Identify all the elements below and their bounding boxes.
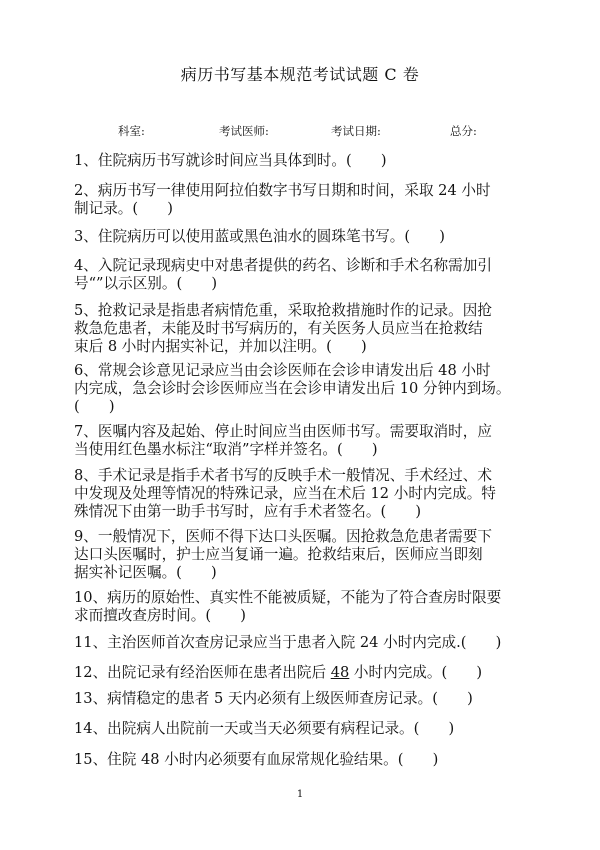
question-4 — [74, 257, 536, 293]
question-line: 束后 8 小时内据实补记，并加以注明。( ) — [74, 338, 367, 355]
question-line: 14、出院病人出院前一天或当天必须要有病程记录。( ) — [74, 720, 455, 737]
question-line: 2、病历书写一律使用阿拉伯数字书写日期和时间，采取 24 小时 — [74, 182, 491, 199]
question-line: 求而擅改查房时间。( ) — [74, 607, 246, 624]
question-line: 中发现及处理等情况的特殊记录，应当在术后 12 小时内完成。特 — [74, 485, 496, 502]
exam-title: 病历书写基本规范考试试题 C 卷 — [180, 65, 420, 84]
page-number: 1 — [296, 789, 304, 800]
question-10 — [74, 589, 536, 625]
question-5 — [74, 302, 536, 356]
question-line: 7、医嘱内容及起始、停止时间应当由医师书写。需要取消时，应 — [74, 423, 492, 440]
question-7 — [74, 423, 536, 459]
question-line: 内完成，急会诊时会诊医师应当在会诊申请发出后 10 分钟内到场。 — [74, 380, 511, 397]
question-line: 号“”以示区别。( ) — [74, 275, 218, 292]
question-line: 6、常规会诊意见记录应当由会诊医师在会诊申请发出后 48 小时 — [74, 362, 491, 379]
question-2 — [74, 182, 536, 218]
score-label: 总分: — [450, 124, 477, 138]
exam-date-label: 考试日期: — [331, 124, 381, 138]
question-9 — [74, 528, 536, 582]
question-3 — [74, 228, 536, 246]
question-11 — [74, 634, 536, 652]
question-line: 11、主治医师首次查房记录应当于患者入院 24 小时内完成.( ) — [74, 634, 502, 651]
question-line: ( ) — [74, 398, 115, 415]
question-12 — [74, 664, 536, 682]
question-line: 殊情况下由第一助手书写时，应有手术者签名。( ) — [74, 503, 422, 520]
examiner-label: 考试医师: — [219, 124, 269, 138]
question-line: 12、出院记录有经治医师在患者出院后 48 小时内完成。( ) — [74, 664, 483, 681]
question-line: 制记录。( ) — [74, 200, 173, 217]
question-8 — [74, 467, 536, 521]
question-line: 10、病历的原始性、真实性不能被质疑，不能为了符合查房时限要 — [74, 589, 502, 606]
question-line: 9、一般情况下，医师不得下达口头医嘱。因抢救急危患者需要下 — [74, 528, 492, 545]
question-line: 达口头医嘱时，护士应当复诵一遍。抢救结束后，医师应当即刻 — [74, 546, 483, 563]
question-line: 4、入院记录现病史中对患者提供的药名、诊断和手术名称需加引 — [74, 257, 492, 274]
question-14 — [74, 720, 536, 738]
question-line: 3、住院病历可以使用蓝或黑色油水的圆珠笔书写。( ) — [74, 228, 445, 245]
question-13 — [74, 690, 536, 708]
underlined-hours: 48 — [330, 664, 350, 681]
question-line: 5、抢救记录是指患者病情危重，采取抢救措施时作的记录。因抢 — [74, 302, 492, 319]
question-line: 据实补记医嘱。( ) — [74, 564, 217, 581]
question-15 — [74, 751, 536, 769]
question-line: 1、住院病历书写就诊时间应当具体到时。( ) — [74, 152, 387, 169]
question-line: 8、手术记录是指手术者书写的反映手术一般情况、手术经过、术 — [74, 467, 492, 484]
question-1 — [74, 152, 536, 170]
question-line: 救急危患者，未能及时书写病历的，有关医务人员应当在抢救结 — [74, 320, 483, 337]
department-label: 科室: — [118, 124, 145, 138]
question-6 — [74, 362, 536, 416]
question-line: 当使用红色墨水标注“取消”字样并签名。( ) — [74, 441, 378, 458]
question-line: 13、病情稳定的患者 5 天内必须有上级医师查房记录。( ) — [74, 690, 473, 707]
question-line: 15、住院 48 小时内必须要有血尿常规化验结果。( ) — [74, 751, 439, 768]
